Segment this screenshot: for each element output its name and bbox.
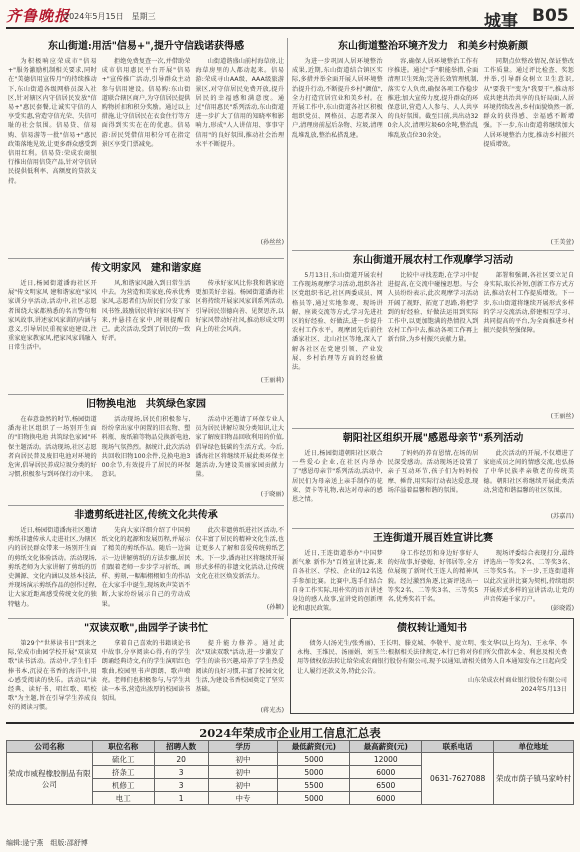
article-text: 在春意盎然的时节,杨园街道潘海社区组织了一场别开生面的"旧物换电池 共筑绿色家园"环保主题活动。活动现场,社区志愿者向居民普及废旧电池对环境的危害,倡导居民养成垃圾分类的好习惯,积极参与到环保行动中来。 (8, 416, 97, 479)
article-text: 为进一步巩固人居环境整治成果,近期,东山街道结合镇区实际,多措并举全面开展人居环境整治提升行动,不断提升乡村"颜值",全力打造宜居宜业和美乡村。在开展工作中,东山街道各社区积极组织党员、网格员、志愿者深入户,清理房前屋后杂物、垃圾,清理乱堆乱放,整治私搭乱建。 (292, 58, 383, 139)
page-footer: 编辑:逯宁燕 组版:邵舒博 (6, 839, 88, 847)
article-huanjing (292, 40, 574, 250)
byline: (孙丝丝) (260, 239, 284, 246)
article-text: 近日,王连街道举办"中国梦 新气象 新作为"百姓宣讲比赛,来自各社区、学校、企业的12名选手参加比赛。比赛中,选手们结合自身工作实际,用朴实的语言讲述身边的感人故事,宣讲党的创新理论和惠民政策。 (292, 550, 383, 613)
article-title: 东山街道整治环境齐发力 和美乡村焕新颜 (338, 41, 528, 52)
table-row (7, 753, 574, 766)
min-salary-cell: 5000 (278, 792, 350, 805)
phone-cell: 0631-7627088 (422, 753, 494, 805)
section-name: 城事 (484, 12, 518, 32)
section-divider (8, 505, 284, 506)
section-divider (8, 258, 284, 259)
byline: (苏嘉昌) (550, 513, 574, 520)
masthead-logo: 齐鲁晚报 (6, 7, 71, 25)
article-text: 此次活动的开展,不仅增进了家庭成员之间的情感交流,也弘扬了中华民族孝亲敬老的传统美德。朝阳社区将继续开展此类活动,营造和谐温馨的社区氛围。 (483, 450, 575, 494)
article-title: 非遗剪纸进社区,传统文化共传承 (74, 510, 218, 521)
article-text: 部署和强调,各社区要立足自身实际,取长补短,创新工作方式方法,推动农村工作提质增效。下一步,东山街道将继续开展形式多样的学习交流活动,搭建相互学习、共同提高的平台,为全面推进乡村振兴提供坚强保障。 (483, 272, 575, 335)
article-text: 近日,杨园街道潘海社区开展"传文明家风 建和谐家庭"家风家训分享活动,活动中,社区志愿者围绕大家都熟悉的名言警句和家风故事,讲述家风家训的内涵与意义,引导居民重视家庭建设,注重家庭家教家风,把家风家训融入日常生活中。 (8, 280, 97, 352)
issue-date: 2024年5月15日 星期三 (64, 12, 156, 21)
edu-cell: 初中 (208, 753, 278, 766)
article-jianzhi (8, 509, 284, 615)
position-cell: 机修工 (92, 779, 154, 792)
column-header: 公司名称 (7, 741, 93, 753)
count-cell: 3 (154, 766, 208, 779)
byline: (蒋光杰) (260, 707, 284, 714)
article-text: 第29个"世界读书日"到来之际,荣成市曲园学校开展"双读双歌"读书活动。活动中,学生们手捧书本,沉浸在书香的海洋中,用心感受阅读的快乐。活动以"读经典、读好书、唱红歌、唱校歌"为主题,旨在引导学生养成良好的阅读习惯。 (8, 640, 97, 712)
section-divider (292, 528, 574, 529)
position-cell: 硫化工 (92, 753, 154, 766)
column-header: 最低薪资(元) (278, 741, 350, 753)
byline: (于晓丽) (260, 491, 284, 498)
column-header: 最高薪资(元) (350, 741, 422, 753)
table-header-row (7, 741, 574, 753)
count-cell: 20 (154, 753, 208, 766)
edu-cell: 初中 (208, 779, 278, 792)
column-header: 单位地址 (494, 741, 574, 753)
article-text: 同期点位整改情况,保证整改工作质量。通过评比检查、奖惩并举,引导群众树立卫生意识,从"要我干"变为"我要干",推动形成共建共治共享的良好局面,人居环境持续改善,乡村面貌焕然一新,群众的获得感、幸福感不断增强。下一步,东山街道将继续加大人居环境整治力度,推动乡村振兴提质增效。 (483, 58, 575, 148)
article-text: 此次非遗剪纸进社区活动,不仅丰富了居民的精神文化生活,也让更多人了解和喜爱传统剪纸艺术。下一步,潘海社区将继续开展形式多样的非遗文化活动,让传统文化在社区焕发新活力。 (195, 527, 285, 581)
column-divider (287, 38, 288, 616)
byline: (孙颖) (266, 604, 284, 611)
article-title: 王连街道开展百姓宣讲比赛 (373, 533, 493, 544)
article-title: 传文明家风 建和谐家庭 (91, 263, 201, 274)
article-wangli (292, 532, 574, 614)
byline: (彭晓霞) (550, 605, 574, 612)
byline: (王美萱) (550, 239, 574, 246)
max-salary-cell: 12000 (350, 753, 422, 766)
article-text: 身工作经历和身边好事好人的好故事,好婆媳、好邻居等,全方位展现了新时代王连人的精神风貌。经过激烈角逐,比赛评选出一等奖2名、二等奖3名、三等奖5名,优秀奖若干名。 (387, 550, 479, 604)
article-xinyi (8, 40, 284, 250)
article-text: 山街道谐盛山前村海草房,让海草房里的人都动起来。信易游:荣成寻山AA级、AAA级旅游景区,对守信居民免费开放,提升居民的幸福感和满意度。通过"信用惠民"系列活动,东山街道进一步扩大了信用的知晓率和影响力,形成"人人讲信用、事事守信用"的良好氛围,推动社会治理水平不断提升。 (195, 58, 285, 148)
article-text: 拿着自己喜欢的书籍谈论书中故事,分享阅读心得,有的学生朗诵经典诗文,有的学生演唱红色歌曲,校园里书声朗朗、歌声嘹亮。老师们也积极参与,与学生共读一本书,营造出浓厚的校园读书氛围。 (101, 640, 191, 703)
byline: (王丽莉) (260, 377, 284, 384)
max-salary-cell: 6500 (350, 779, 422, 792)
min-salary-cell: 5000 (278, 753, 350, 766)
article-text: 拒绝免费复查一次,并借助荣成市信用惠民平台开展"信易+"宣传推广活动,引导群众主动参与信用建设。信易购:东山街道联合辖区商户,为守信居民提供购物折扣和积分奖励。通过以上措施,让守信居民在衣食住行等方面得到实实在在的优惠。信易游:居民凭借信用积分可在指定景区享受门票减免。 (101, 58, 191, 148)
article-text: 容,确保人居环境整治工作有序推进。通过"手"职能举措,全面清理卫生死角;完善长效管理机制,落实专人负责,确保各项工作稳步推进;加大宣传力度,提升群众的环保意识,营造人人参与、人人共享的良好氛围。截至目前,共出动320余人次,清理垃圾60余吨,整治乱堆乱放点位30余处。 (387, 58, 479, 139)
article-title: 朝阳社区组织开展"感恩母亲节"系列活动 (342, 433, 524, 444)
section-divider (8, 394, 284, 395)
column-header: 职位名称 (92, 741, 154, 753)
min-salary-cell: 5500 (278, 779, 350, 792)
page-header (6, 3, 574, 32)
jobs-table-title: 2024年荣成市企业用工信息汇总表 (6, 722, 574, 738)
min-salary-cell: 5000 (278, 766, 350, 779)
position-cell: 电工 (92, 792, 154, 805)
article-text: 5月13日,东山街道开展农村工作现场观摩学习活动,组织各社区党组织书记,社区两委成员、网格员等,通过实地参观、现场讲解、座谈交流等方式,学习先进社区的好经验、好做法,进一步提升农村工作水平。观摩团先后前往潘家社区、北山社区等地,深入了解各社区在党建引领、产业发展、乡村治理等方面的经验做法。 (292, 272, 383, 372)
article-title: 东山街道开展农村工作观摩学习活动 (353, 255, 513, 266)
position-cell: 挤条工 (92, 766, 154, 779)
article-dushu (8, 622, 284, 718)
article-text: 比较中寻找差距,在学习中促进提高,在交流中碰撞思想。与会人员纷纷表示,此次观摩学习活动开阔了视野、拓宽了思路,将把学到的好经验、好做法运用到实际工作中,以更加饱满的热情投入到农村工作中去,推动各项工作再上新台阶,为乡村振兴贡献力量。 (387, 272, 479, 344)
notice-title: 债权转让通知书 (397, 623, 467, 634)
edu-cell: 中专 (208, 792, 278, 805)
article-text: 近日,杨园街道朝阳社区联合一些爱心企业,在社区内举办了"感恩母亲节"系列活动,活动中,居民们为母亲送上亲手制作的花束、贺卡等礼物,表达对母亲的感恩之情。 (292, 450, 383, 504)
count-cell: 3 (154, 779, 208, 792)
article-title: "双读双歌",曲园学子读书忙 (84, 623, 208, 634)
edu-cell: 初中 (208, 766, 278, 779)
max-salary-cell: 6000 (350, 792, 422, 805)
article-text: 近日,杨园街道潘海社区邀请剪纸非遗传承人走进社区,为辖区内的居民群众带来一场别开生面的剪纸文化体验活动。活动现场,剪纸老师为大家讲解了剪纸的历史渊源、文化内涵以及基本技法,并现场演示剪纸作品的创作过程,让大家近距离感受传统文化的独特魅力。 (8, 527, 97, 608)
column-header: 联系电话 (422, 741, 494, 753)
byline: (王丽丝) (550, 413, 574, 420)
article-text: 提升能力修养。通过此次"双读双歌"活动,进一步激发了学生的读书兴趣,培养了学生热爱阅读的良好习惯,丰富了校园文化生活,为建设书香校园奠定了坚实基础。 (195, 640, 285, 694)
article-text: 先向大家详细介绍了中国剪纸文化的起源和发展历程,并展示了精美的剪纸作品。随后一边演示一边讲解剪纸的方法步骤,居民们跟着老师一步步学习折纸、画样、剪刻,一幅幅栩栩如生的作品在大家手中诞生,现场欢声笑语不断,大家纷纷展示自己的劳动成果。 (101, 527, 191, 608)
max-salary-cell: 6000 (350, 766, 422, 779)
notice-signature: 山东荣成农村商业银行股份有限公司 (468, 676, 567, 684)
article-title: 东山街道:用活"信易+",提升守信践诺获得感 (48, 41, 244, 52)
article-text: 传承好家风比你我和谐家庭更加美好幸福。杨园街道潘海社区将持续开展家风家训系列活动,引导居民崇德向善、见贤思齐,以好家风带动好社风,推动形成文明向上的社会风尚。 (195, 280, 285, 334)
article-text: 现场评委综合表现打分,最终评选出一等奖2名、二等奖3名、三等奖5名。下一步,王连街道将以此次宣讲比赛为契机,持续组织开展形式多样的宣讲活动,让党的声音传遍千家万户。 (483, 550, 575, 604)
notice-date: 2024年5月13日 (520, 685, 567, 693)
article-text: 活动中还邀请了环保专业人员为居民讲解垃圾分类知识,让大家了解废旧物品回收利用的价值,倡导绿色低碳的生活方式。今后,潘海社区将继续开展此类环保主题活动,为建设美丽家园贡献力量。 (195, 416, 285, 479)
count-cell: 1 (154, 792, 208, 805)
article-title: 旧物换电池 共筑绿色家园 (86, 399, 206, 410)
section-divider (8, 618, 284, 619)
section-divider (292, 250, 574, 251)
jobs-table (6, 740, 574, 805)
article-text: 风,和谐家风融入到日常生活中去。为营造和美家庭,传承优秀家风,志愿者们为居民们分发了家风书签,鼓励居民将好家风书写下来,并悬挂在家中,时刻提醒自己。此次活动,受到了居民的一致好评。 (101, 280, 191, 343)
debt-transfer-notice (290, 618, 574, 714)
article-ganen (292, 432, 574, 524)
notice-body: 债务人(汤光生/张秀丽)、王长明、滕克城、李敬平、庞立明、张文华(以上均为)、王永华、李永梅、王维民、汤丽娟、刘玉兰:根据相关法律规定,本行已将对你们所欠借款本金、利息及相关费用等债权依法转让给荣成农商银行股份有限公司,现予以通知,请相关债务人自本通知发布之日起向受让人履行还款义务,特此公告。 (297, 640, 567, 675)
article-jiuwu (8, 398, 284, 502)
article-text: 了妈妈的养育恩情,在场的居民深受感动。活动现场还设置了亲子互动环节,孩子们为妈妈按摩、捶背,用实际行动表达爱意,现场洋溢着温馨和谐的氛围。 (387, 450, 479, 494)
page-number: B05 (532, 6, 569, 26)
article-text: 为积极响应荣成市"信易+"服务激励机制相关要求,同时在"美德信用宣传月"的持续推动下,东山街道各级网格员深入社区,针对辖区内守信居民发放"信易+"惠民套餐,让诚实守信的人享受实惠,营造守信光荣、失信可耻的社会氛围。信易贷、信易购、信易游等一批"信易+"惠民政策落地见效,让更多群众感受到信用红利。信易贷:荣成农商银行推出信用信贷产品,针对守信居民提供低利率、高额度的贷款支持。 (8, 58, 97, 185)
article-jiafeng (8, 262, 284, 390)
section-divider (292, 428, 574, 429)
article-shiyan (292, 254, 574, 424)
address-cell: 荣成市荫子镇马家岭村 (494, 753, 574, 805)
company-cell: 荣成市威程橡胶制品有限公司 (7, 753, 93, 805)
article-text: 活动现场,居民们积极参与,纷纷拿出家中闲置的旧衣物、塑料瓶、废纸箱等物品兑换新电池,现场气氛热烈。据统计,此次活动共回收旧物100余件,兑换电池300余节,有效提升了居民的环保意识。 (101, 416, 191, 479)
column-header: 招聘人数 (154, 741, 208, 753)
column-header: 学历 (208, 741, 278, 753)
